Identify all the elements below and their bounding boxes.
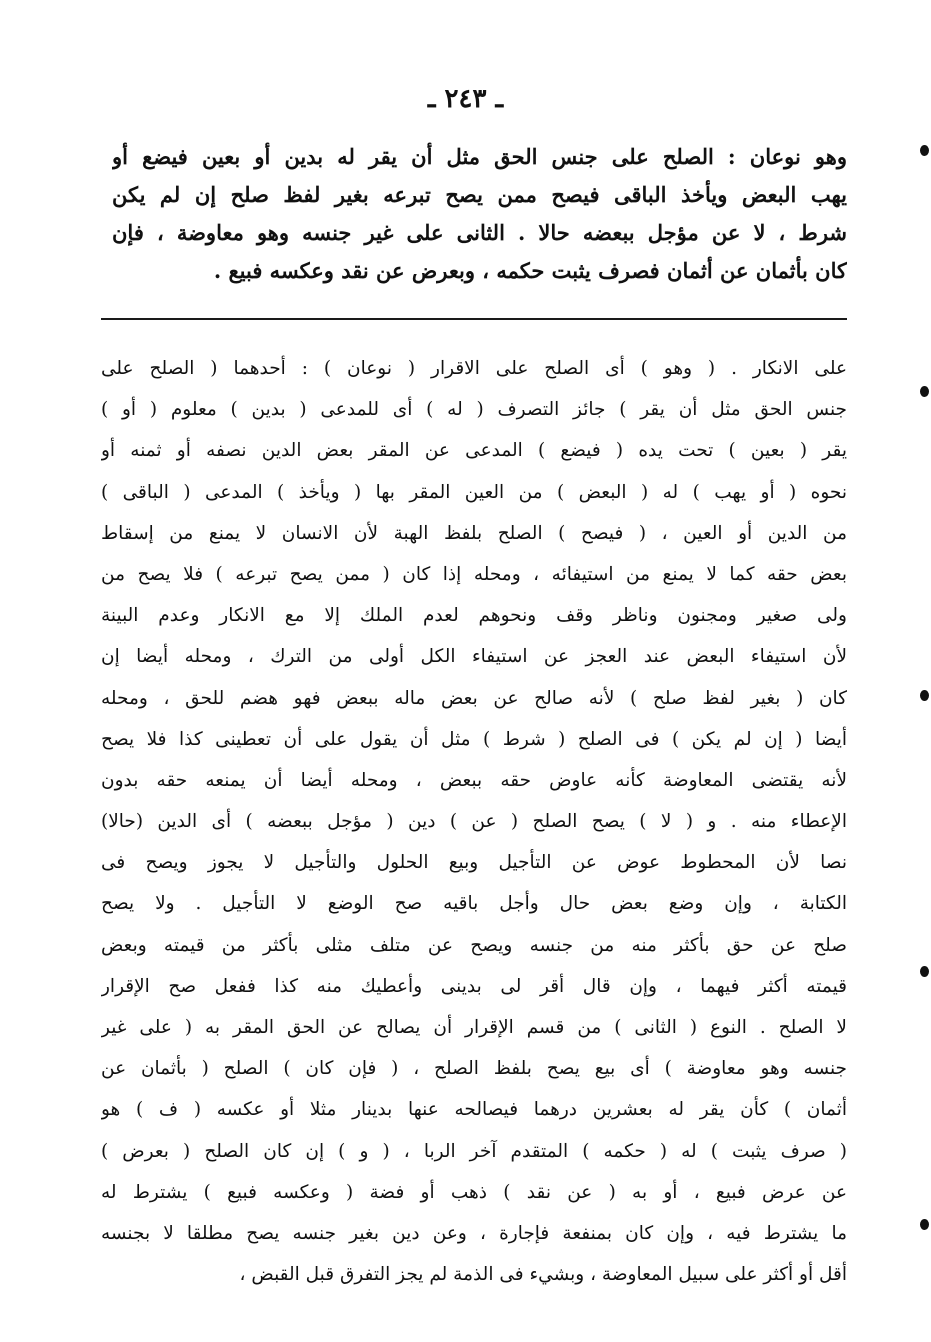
commentary-line: الإعطاء منه . و ( لا ) يصح الصلح ( عن ) دين ( مؤجل ببعضه ) أى الدين (حالا) bbox=[101, 811, 847, 833]
section-divider bbox=[101, 318, 847, 320]
main-text-line: وهو نوعان : الصلح على جنس الحق مثل أن يقر له بدين أو بعين فيضع أو bbox=[112, 144, 847, 169]
main-text-line: يهب البعض ويأخذ الباقى فيصح ممن يصح تبرعه بغير لفظ صلح إن لم يكن bbox=[112, 182, 847, 207]
commentary-line: قيمته أكثر فيهما ، وإن قال أقر لى بدينى وأعطيك منه كذا ففعل صح الإقرار bbox=[101, 975, 847, 997]
commentary-line: يقر ( بعين ) تحت يده ( فيضع ) المدعى عن المقر بعض الدين نصفه أو ثمنه أو bbox=[101, 440, 847, 462]
commentary-line: نصا لأن المحطوط عوض عن التأجيل وبيع الحلول والتأجيل لا يجوز ويصح فى bbox=[101, 852, 847, 874]
commentary-line: ( صرف يثبت ) له ( حكمه ) المتقدم آخر الربا ، ( و ) إن كان الصلح ( بعرض ) bbox=[101, 1140, 847, 1162]
commentary-line: عن عرض فبيع ، أو به ( عن نقد ) ذهب أو فضة ( وعكسه فبيع ) يشترط له bbox=[101, 1181, 847, 1203]
commentary-line: بعض حقه كما لا يمنع من استيفائه ، ومحله إذا كان ( ممن يصح تبرعه ) فلا يصح من bbox=[101, 563, 847, 585]
binding-hole-mark bbox=[920, 966, 929, 977]
commentary-line: لا الصلح . النوع ( الثانى ) من قسم الإقرار أن يصالح عن الحق المقر به ( على غير bbox=[101, 1017, 847, 1038]
commentary-text-block bbox=[101, 348, 847, 1295]
commentary-line: أقل أو أكثر على سبيل المعاوضة ، وبشيء فى الذمة لم يجز التفرق قبل القبض ، bbox=[239, 1264, 847, 1286]
commentary-line: كان ( بغير لفظ صلح ) لأنه صالح عن بعض ماله ببعض فهو هضم للحق ، ومحله bbox=[101, 687, 847, 709]
commentary-line: لأن استيفاء البعض عند العجز عن استيفاء الكل أولى من الترك ، ومحله أيضا إن bbox=[101, 646, 847, 668]
commentary-line: جنس الحق مثل أن يقر ) جائز التصرف ( له ) أى للمدعى ( بدين ) معلوم ( أو ) bbox=[101, 399, 847, 421]
commentary-line: الكتابة ، وإن وضع بعض حال وأجل باقيه صح الوضع لا التأجيل . ولا يصح bbox=[101, 893, 847, 915]
commentary-line: نحوه ( أو يهب ) له ( البعض ) من العين المقر بها ( ويأخذ ) المدعى ( الباقى ) bbox=[101, 481, 847, 503]
binding-hole-mark bbox=[920, 386, 929, 397]
main-text-block bbox=[112, 138, 847, 290]
commentary-line: صلح عن حق بأكثر منه من جنسه ويصح عن متلف مثلى بأكثر من قيمته وبعض bbox=[101, 934, 847, 956]
binding-hole-mark bbox=[920, 145, 929, 156]
commentary-line: جنسه وهو معاوضة ) أى بيع يصح بلفظ الصلح ، ( فإن كان ) الصلح ( بأثمان عن bbox=[101, 1058, 847, 1080]
binding-hole-mark bbox=[920, 1219, 929, 1230]
main-text-line: شرط ، لا عن مؤجل ببعضه حالا . الثانى على غير جنسه وهو معاوضة ، فإن bbox=[112, 220, 847, 245]
binding-hole-mark bbox=[920, 690, 929, 701]
commentary-line: أثمان ) كأن يقر له بعشرين درهما فيصالحه عنها بدينار مثلا أو عكسه ( ف ) هو bbox=[101, 1099, 847, 1121]
commentary-line: لأنه يقتضى المعاوضة كأنه عاوض حقه ببعض ، ومحله أيضا أن يمنعه حقه بدون bbox=[101, 769, 847, 791]
commentary-line: ما يشترط فيه ، وإن كان بمنفعة فإجارة ، وعن دين بغير جنسه يصح مطلقا لا بجنسه bbox=[101, 1222, 847, 1244]
commentary-line: أيضا ( إن لم يكن ) فى الصلح ( شرط ) مثل أن يقول على أن تعطينى كذا فلا يصح bbox=[101, 728, 847, 750]
commentary-line: على الانكار . ( وهو ) أى الصلح على الاقرار ( نوعان ) : أحدهما ( الصلح على bbox=[101, 358, 847, 379]
commentary-line: ولى صغير ومجنون وناظر وقف ونحوهم لعدم الملك إلا مع الانكار وعدم البينة bbox=[101, 605, 847, 627]
main-text-line: كان بأثمان عن أثمان فصرف يثبت حكمه ، وبعرض عن نقد وعكسه فبيع . bbox=[213, 258, 847, 283]
page-number: ـ ٢٤٣ ـ bbox=[427, 84, 504, 114]
commentary-line: من الدين أو العين ، ( فيصح ) الصلح بلفظ الهبة لأن الانسان لا يمنع من إسقاط bbox=[101, 522, 847, 544]
